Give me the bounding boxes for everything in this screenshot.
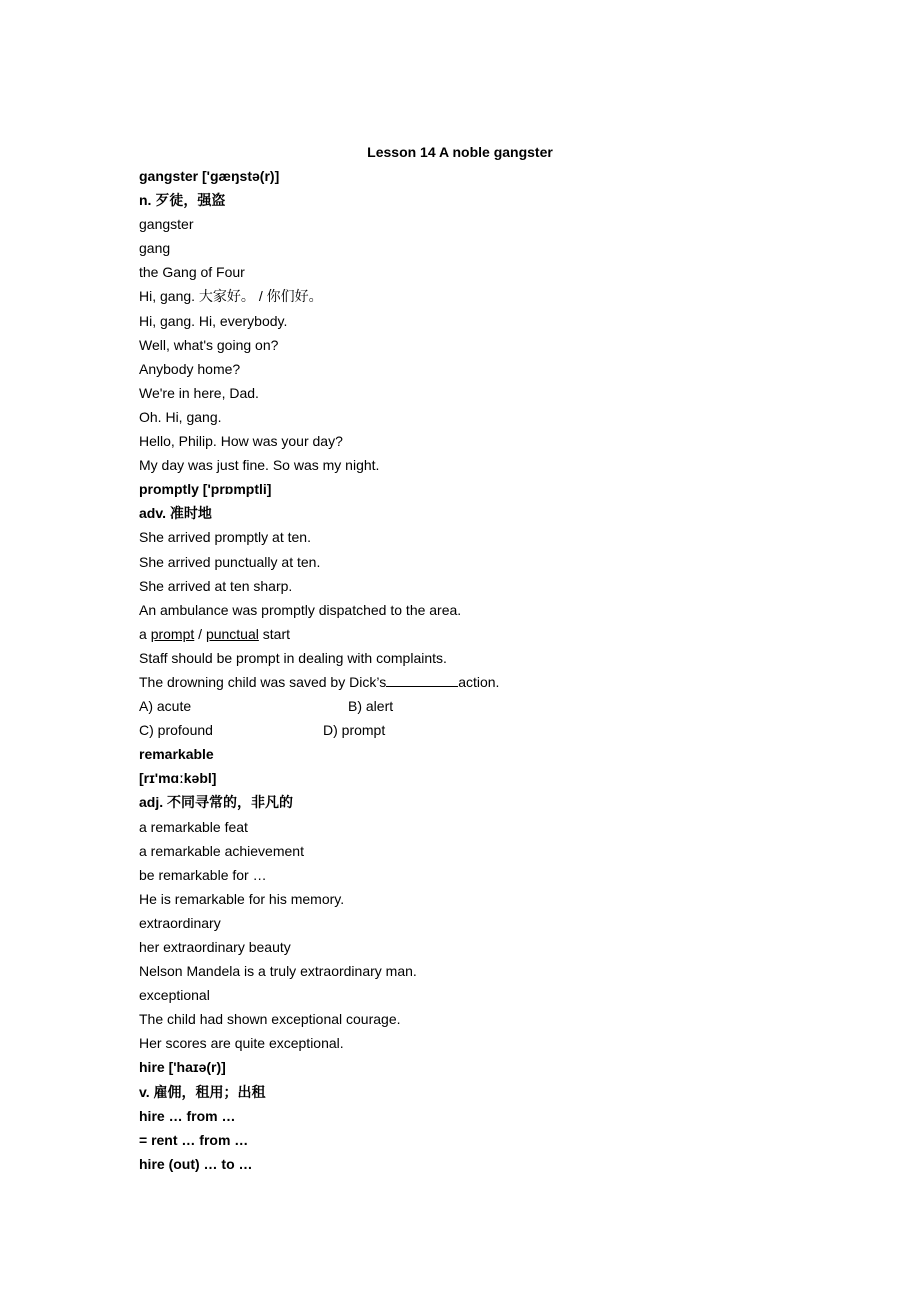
text-line: Nelson Mandela is a truly extraordinary man.: [139, 963, 417, 980]
text-line: hire … from …: [139, 1107, 236, 1124]
text-line: gang: [139, 240, 171, 257]
text-line: promptly ['prɒmptli]: [139, 481, 272, 498]
text-line: her extraordinary beauty: [139, 939, 291, 955]
prompt-suffix: start: [258, 625, 290, 642]
text-line: the Gang of Four: [139, 264, 245, 281]
text-line: Oh. Hi, gang.: [139, 408, 222, 425]
text-line: n. 歹徒，强盗: [139, 192, 226, 209]
vocab-block-gangster-promptly: [139, 164, 839, 622]
text-line: The child had shown exceptional courage.: [139, 1011, 401, 1028]
text-line: My day was just fine. So was my night.: [139, 457, 380, 474]
text-line: be remarkable for …: [139, 866, 267, 883]
options-row-2: [139, 718, 839, 742]
text-line: hire ['haɪə(r)]: [139, 1059, 226, 1076]
answer-blank: [386, 672, 458, 687]
options-row-1: [139, 694, 839, 718]
prompt-separator: /: [194, 625, 206, 642]
text-line: Her scores are quite exceptional.: [139, 1035, 344, 1052]
prompt-punctual-line: [139, 622, 839, 646]
prompt-word: prompt: [150, 625, 195, 642]
text-line: Hi, gang. Hi, everybody.: [139, 312, 288, 329]
prompt-prefix: a: [139, 625, 151, 642]
lesson-content: [139, 164, 839, 1176]
option-d: D) prompt: [323, 722, 386, 739]
punctual-word: punctual: [205, 625, 259, 642]
text-line: Anybody home?: [139, 360, 241, 377]
text-line: She arrived promptly at ten.: [139, 529, 311, 546]
text-line: a remarkable achievement: [139, 842, 304, 859]
text-line: exceptional: [139, 987, 210, 1004]
text-line: hire (out) … to …: [139, 1155, 253, 1172]
question-text-before: The drowning child was saved by Dick’s: [139, 673, 387, 690]
lesson-title: Lesson 14 A noble gangster: [367, 144, 553, 160]
option-a: A) acute: [139, 698, 192, 715]
question-text-after: action.: [458, 673, 500, 690]
text-line: = rent … from …: [139, 1131, 249, 1148]
text-line: extraordinary: [139, 914, 221, 931]
vocab-block-remarkable-hire: [139, 742, 839, 1176]
text-line: An ambulance was promptly dispatched to the area.: [139, 601, 462, 618]
option-c: C) profound: [139, 722, 213, 739]
text-line: Staff should be prompt in dealing with complaints.: [139, 649, 447, 666]
vocab-block-prompt-example: [139, 646, 839, 670]
text-line: Well, what's going on?: [139, 336, 279, 353]
text-line: gangster: [139, 216, 194, 233]
text-line: [rɪ'mɑːkəbl]: [139, 770, 217, 787]
option-b: B) alert: [348, 698, 394, 715]
fill-in-blank-question: [139, 670, 839, 694]
text-line: remarkable: [139, 746, 214, 763]
text-line: Hello, Philip. How was your day?: [139, 433, 343, 450]
text-line: He is remarkable for his memory.: [139, 890, 345, 907]
text-line: She arrived punctually at ten.: [139, 553, 321, 570]
text-line: adj. 不同寻常的，非凡的: [139, 794, 294, 811]
text-line: She arrived at ten sharp.: [139, 577, 293, 594]
text-line: gangster ['gæŋstə(r)]: [139, 168, 280, 184]
text-line: We're in here, Dad.: [139, 384, 259, 401]
text-line: v. 雇佣，租用；出租: [139, 1083, 266, 1100]
text-line: adv. 准时地: [139, 505, 212, 522]
text-line: Hi, gang. 大家好。 / 你们好。: [139, 288, 323, 305]
text-line: a remarkable feat: [139, 818, 248, 835]
